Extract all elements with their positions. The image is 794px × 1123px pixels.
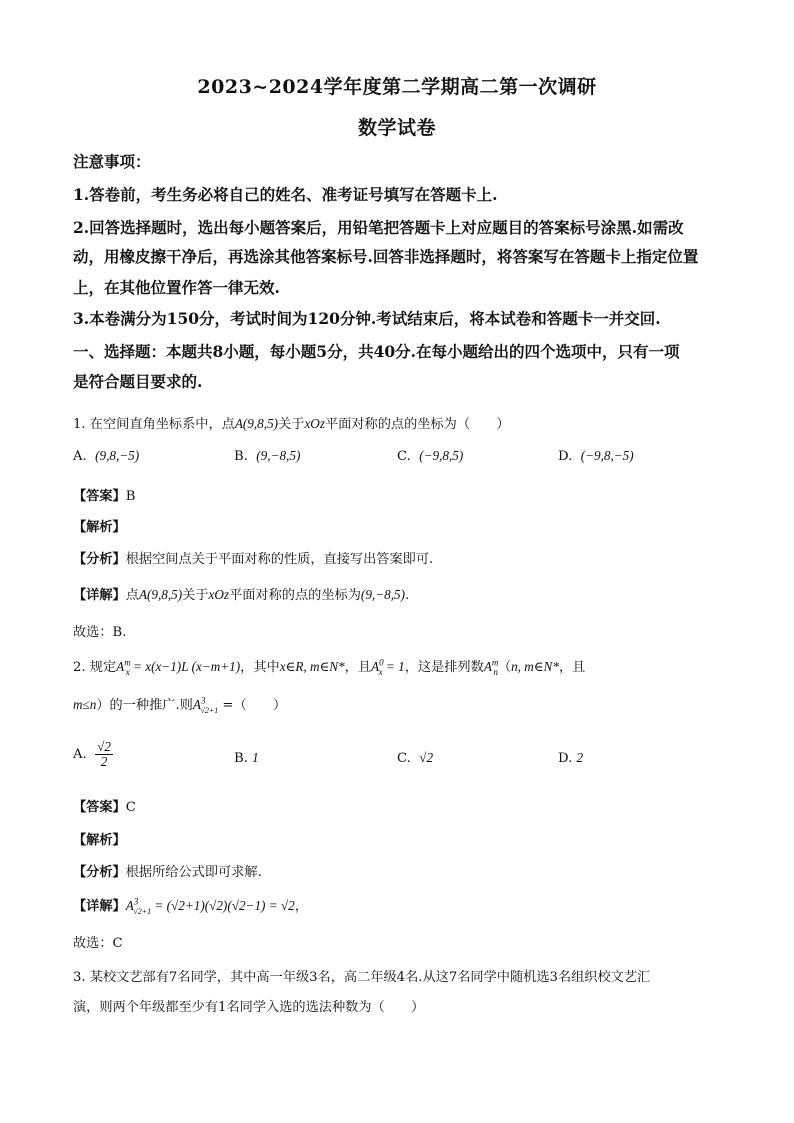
- question-2-stem-cont: m≤n）的一种推广.则$A^3_{√2+1}$ =（ ）: [73, 695, 287, 715]
- q2-option-d: D. 2: [558, 750, 584, 766]
- q1-answer: 【答案】B: [73, 489, 136, 504]
- q2-detail: 【详解】$A^3_{√2+1} = (√2+1)(√2)(√2-1) = √2$，: [73, 896, 308, 916]
- notice-item-3: 3.本卷满分为150分，考试时间为120分钟.考试结束后，将本试卷和答题卡一并交回.: [73, 309, 661, 328]
- question-2-stem: 2. 规定$A^m_x = x(x-1)L$ (x−m+1)，其中x∈R, m∈N*，且$A^0_x = 1$，这是排列数$A^m_n(n$, m∈N*，且: [73, 657, 586, 677]
- q2-formula: $A^m_x = x(x-1)L$ (x−m+1): [116, 657, 241, 677]
- exam-title: 2023~2024学年度第二学期高二第一次调研: [197, 76, 597, 98]
- q1-option-d: D. (−9,8,−5): [558, 448, 634, 464]
- q2-analysis-label: 【解析】: [73, 833, 126, 848]
- notice-item-2: 2.回答选择题时，选出每小题答案后，用铅笔把答题卡上对应题目的答案标号涂黑.如需改: [73, 218, 684, 237]
- exam-subtitle: 数学试卷: [357, 117, 436, 139]
- q2-option-c: C. √2: [397, 750, 434, 766]
- q1-stem-text: 关于: [278, 417, 305, 432]
- q1-option-a: A. (9,8,−5): [73, 448, 140, 464]
- q1-stem-text: 平面对称的点的坐标为（ ）: [324, 417, 510, 432]
- question-3-stem-cont: 演，则两个年级都至少有1名同学入选的选法种数为（ ）: [73, 1000, 425, 1015]
- notice-item-1: 1.答卷前，考生务必将自己的姓名、准考证号填写在答题卡上.: [73, 185, 498, 204]
- q2-answer: 【答案】C: [73, 800, 136, 815]
- section-heading-cont: 是符合题目要求的.: [73, 372, 203, 391]
- question-1-stem: [73, 413, 723, 432]
- q1-choice: 故选：B.: [73, 625, 127, 640]
- notice-item-2-cont: 动，用橡皮擦干净后，再选涂其他答案标号.回答非选择题时，将答案写在答题卡上指定位置: [73, 247, 699, 266]
- q1-option-b: B. (9,−8,5): [234, 448, 301, 464]
- q2-fenxi: 【分析】根据所给公式即可求解.: [73, 865, 262, 880]
- q1-point: A(9,8,5): [234, 416, 279, 431]
- notice-item-2-end: 上，在其他位置作答一律无效.: [73, 278, 280, 297]
- q1-fenxi: 【分析】根据空间点关于平面对称的性质，直接写出答案即可.: [73, 552, 434, 567]
- q2-option-a: A. $\frac{√2}{2}$: [73, 739, 111, 769]
- q1-plane: xOz: [304, 416, 325, 431]
- q2-choice: 故选：C: [73, 936, 123, 951]
- notice-heading: 注意事项：: [73, 152, 151, 171]
- q1-stem-text: 1. 在空间直角坐标系中，点: [73, 417, 235, 432]
- section-heading: 一、选择题：本题共8小题，每小题5分，共40分.在每小题给出的四个选项中，只有一项: [73, 342, 680, 361]
- question-3-stem: 3. 某校文艺部有7名同学，其中高一年级3名，高二年级4名.从这7名同学中随机选3名组织校文艺汇: [73, 970, 651, 985]
- q2-option-b: B. 1: [234, 750, 259, 766]
- q1-detail: 【详解】点A(9,8,5)关于xOz平面对称的点的坐标为(9,−8,5).: [73, 587, 410, 603]
- q1-analysis-label: 【解析】: [73, 520, 126, 535]
- q1-option-c: C. (−9,8,5): [397, 448, 464, 464]
